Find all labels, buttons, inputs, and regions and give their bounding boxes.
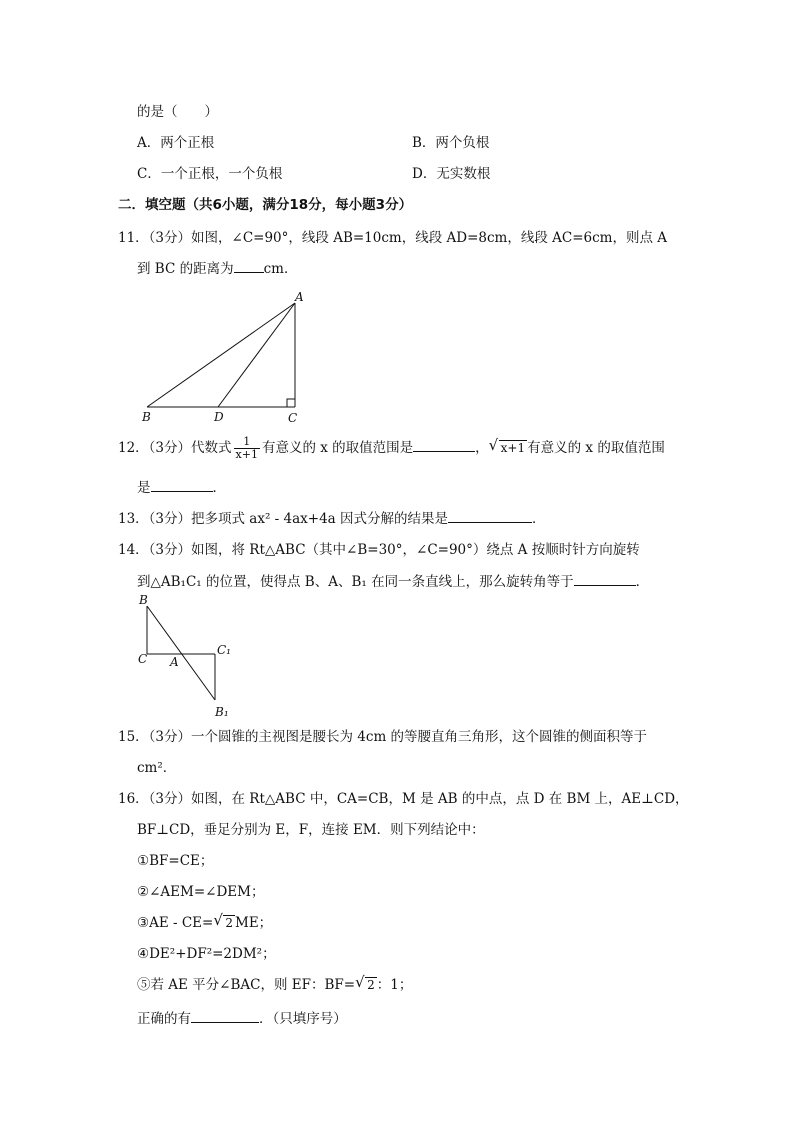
q15-line2: cm²．: [137, 760, 177, 776]
q13-line: 13．（3分）把多项式 ax² - 4ax+4a 因式分解的结果是 ．: [118, 508, 546, 529]
q12-answer-blank-2: [151, 477, 213, 492]
q16-item3-sqrt: √ 2: [213, 911, 233, 930]
q10-stem-tail: 的是（ ）: [137, 104, 218, 120]
q14-line2: 到△AB₁C₁ 的位置，使得点 B、A、B₁ 在同一条直线上，那么旋转角等于 ．: [137, 571, 649, 592]
q16-item-1: ①BF=CE；: [137, 853, 214, 869]
q13-answer-blank: [448, 508, 532, 523]
q16-line2: BF⊥CD，垂足分别为 E，F，连接 EM．则下列结论中：: [137, 822, 485, 838]
q12-line2: 是 ．: [137, 477, 226, 498]
q14-label-c1: C₁: [217, 643, 231, 657]
section-title: 二．填空题（共6小题，满分18分，每小题3分）: [118, 197, 413, 213]
q16-line1: 16．（3分）如图，在 Rt△ABC 中，CA=CB，M 是 AB 的中点，点 D 在 BM 上，AE⊥CD，: [118, 791, 689, 807]
q16-item-2: ②∠AEM=∠DEM；: [137, 884, 265, 900]
q11-label-d: D: [214, 410, 224, 424]
q11-label-c: C: [288, 411, 298, 425]
q10-option-c: C．一个正根，一个负根: [137, 166, 283, 182]
q11-label-a: A: [295, 290, 304, 304]
q11-figure: [135, 285, 315, 425]
q11-answer-blank: [234, 258, 264, 273]
q14-label-a: A: [170, 655, 179, 669]
q11-line1: 11．（3分）如图，∠C=90°，线段 AB=10cm，线段 AD=8cm，线段 AC=6cm，则点 A: [118, 230, 668, 246]
q12-line1: 12．（3分）代数式 $\frac{1}{x+1}$ 有意义的 x 的取值范围是 ， √ x+1 有意义的 x 的取值范围: [118, 435, 665, 461]
q14-label-b: B: [139, 593, 148, 607]
q14-label-b1: B₁: [215, 705, 229, 719]
q12-sqrt: √ x+1: [488, 436, 526, 455]
q10-option-a: A．两个正根: [137, 135, 215, 151]
q12-fraction: $\frac{1}{x+1}$: [235, 435, 258, 461]
q16-answer-blank: [191, 1008, 259, 1023]
q14-line1: 14．（3分）如图，将 Rt△ABC（其中∠B=30°，∠C=90°）绕点 A 按顺时针方向旋转: [118, 542, 640, 558]
q16-item-3: ③AE - CE= √ 2 ME；: [137, 911, 273, 931]
q16-item5-sqrt: √ 2: [355, 973, 375, 992]
q14-label-c: C: [138, 652, 148, 666]
q10-option-d: D．无实数根: [412, 166, 491, 182]
q11-label-b: B: [142, 410, 151, 424]
q16-answer-line: 正确的有 ．（只填序号）: [137, 1008, 347, 1029]
q10-option-b: B．两个负根: [412, 135, 490, 151]
q16-item-4: ④DE²+DF²=2DM²；: [137, 946, 276, 962]
q16-item-5: ⑤若 AE 平分∠BAC，则 EF：BF= √ 2 ：1；: [137, 973, 413, 993]
q14-figure: [135, 590, 245, 722]
q14-answer-blank: [574, 571, 636, 586]
q11-line2: 到 BC 的距离为 cm．: [137, 258, 297, 279]
q12-answer-blank-1: [413, 437, 475, 452]
q15-line1: 15．（3分）一个圆锥的主视图是腰长为 4cm 的等腰直角三角形，这个圆锥的侧面积等于: [118, 729, 648, 745]
